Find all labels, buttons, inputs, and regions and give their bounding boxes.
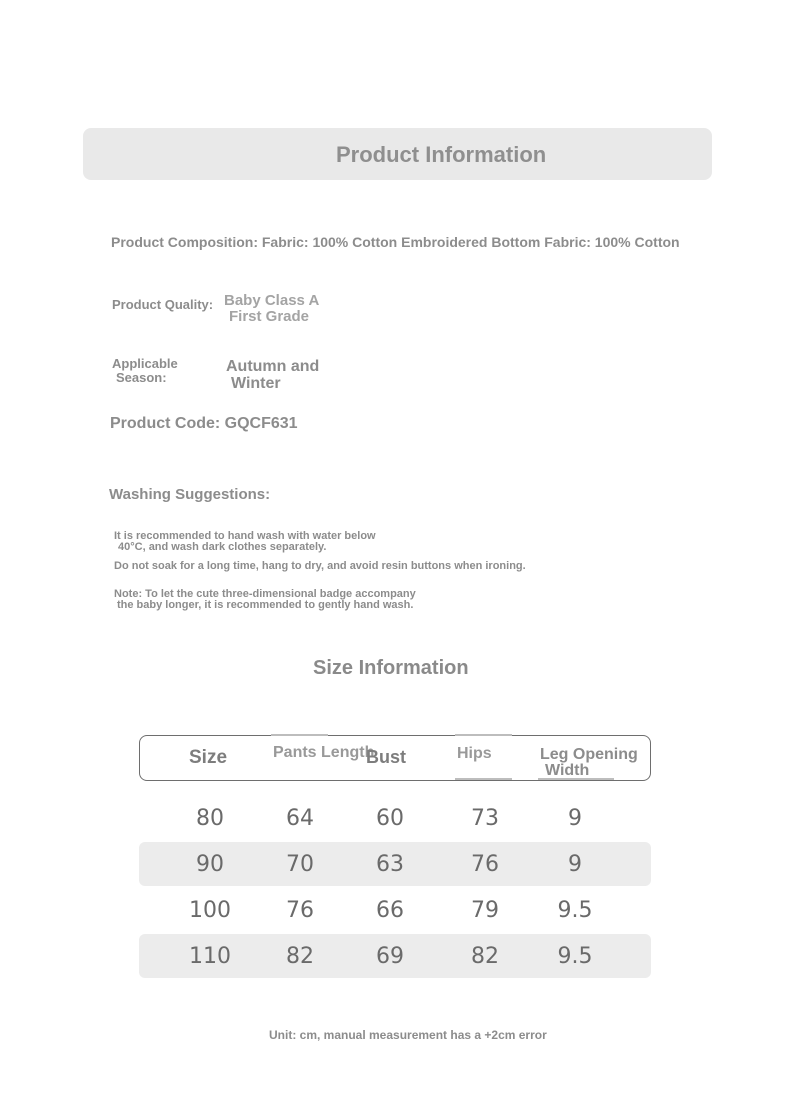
washing-tip-1-line2: 40°C, and wash dark clothes separately. (118, 541, 327, 553)
season-label-line2: Season: (116, 370, 167, 385)
header-divider (455, 778, 512, 780)
column-header-pants-length: Pants Length (273, 744, 375, 761)
table-cell-leg-opening: 9 (568, 852, 582, 877)
washing-tip-1-line1: It is recommended to hand wash with water below (114, 530, 376, 542)
season-label (112, 357, 178, 385)
table-cell-size: 110 (189, 944, 231, 969)
quality-value-line2: First Grade (229, 308, 310, 325)
table-cell-bust: 66 (376, 898, 404, 923)
column-header-size: Size (189, 747, 228, 768)
column-header-bust: Bust (366, 747, 406, 767)
leg-header-line1: Leg Opening (540, 746, 638, 763)
washing-tip-3 (114, 589, 416, 611)
table-cell-hips: 73 (471, 806, 499, 831)
page-title: Product Information (336, 142, 547, 167)
table-cell-hips: 76 (471, 852, 499, 877)
washing-tip-3-line2: the baby longer, it is recommended to gently hand wash. (117, 599, 414, 611)
table-cell-size: 90 (196, 852, 224, 877)
header-divider (271, 734, 328, 736)
season-label-line1: Applicable (112, 356, 178, 371)
table-cell-size: 80 (196, 806, 224, 831)
washing-tip-3-line1: Note: To let the cute three-dimensional badge accompany (114, 588, 416, 600)
table-cell-leg-opening: 9 (568, 806, 582, 831)
table-cell-bust: 69 (376, 944, 404, 969)
column-header-leg-opening-width (540, 747, 638, 779)
season-value (226, 358, 319, 392)
size-title: Size Information (313, 657, 469, 679)
table-cell-bust: 60 (376, 806, 404, 831)
washing-tip-2: Do not soak for a long time, hang to dry, and avoid resin buttons when ironing. (114, 560, 526, 572)
season-value-line1: Autumn and (226, 358, 320, 375)
table-cell-hips: 82 (471, 944, 499, 969)
table-cell-pants-length: 82 (286, 944, 314, 969)
quality-value (224, 293, 319, 325)
table-cell-leg-opening: 9.5 (557, 898, 593, 923)
table-cell-hips: 79 (471, 898, 499, 923)
table-cell-pants-length: 64 (286, 806, 314, 831)
table-cell-leg-opening: 9.5 (557, 944, 593, 969)
washing-tip-1 (114, 531, 376, 553)
table-cell-pants-length: 76 (286, 898, 314, 923)
product-composition: Product Composition: Fabric: 100% Cotton Embroidered Bottom Fabric: 100% Cotton (111, 234, 680, 250)
quality-label: Product Quality: (112, 297, 214, 312)
table-cell-bust: 63 (376, 852, 404, 877)
table-cell-size: 100 (189, 898, 231, 923)
column-header-hips: Hips (457, 745, 492, 762)
leg-header-line2: Width (545, 762, 590, 779)
header-divider (455, 734, 512, 736)
quality-value-line1: Baby Class A (224, 292, 320, 309)
product-code: Product Code: GQCF631 (110, 415, 298, 432)
washing-title: Washing Suggestions: (109, 486, 271, 503)
unit-note: Unit: cm, manual measurement has a +2cm error (269, 1028, 547, 1042)
season-value-line2: Winter (231, 375, 281, 392)
table-cell-pants-length: 70 (286, 852, 314, 877)
